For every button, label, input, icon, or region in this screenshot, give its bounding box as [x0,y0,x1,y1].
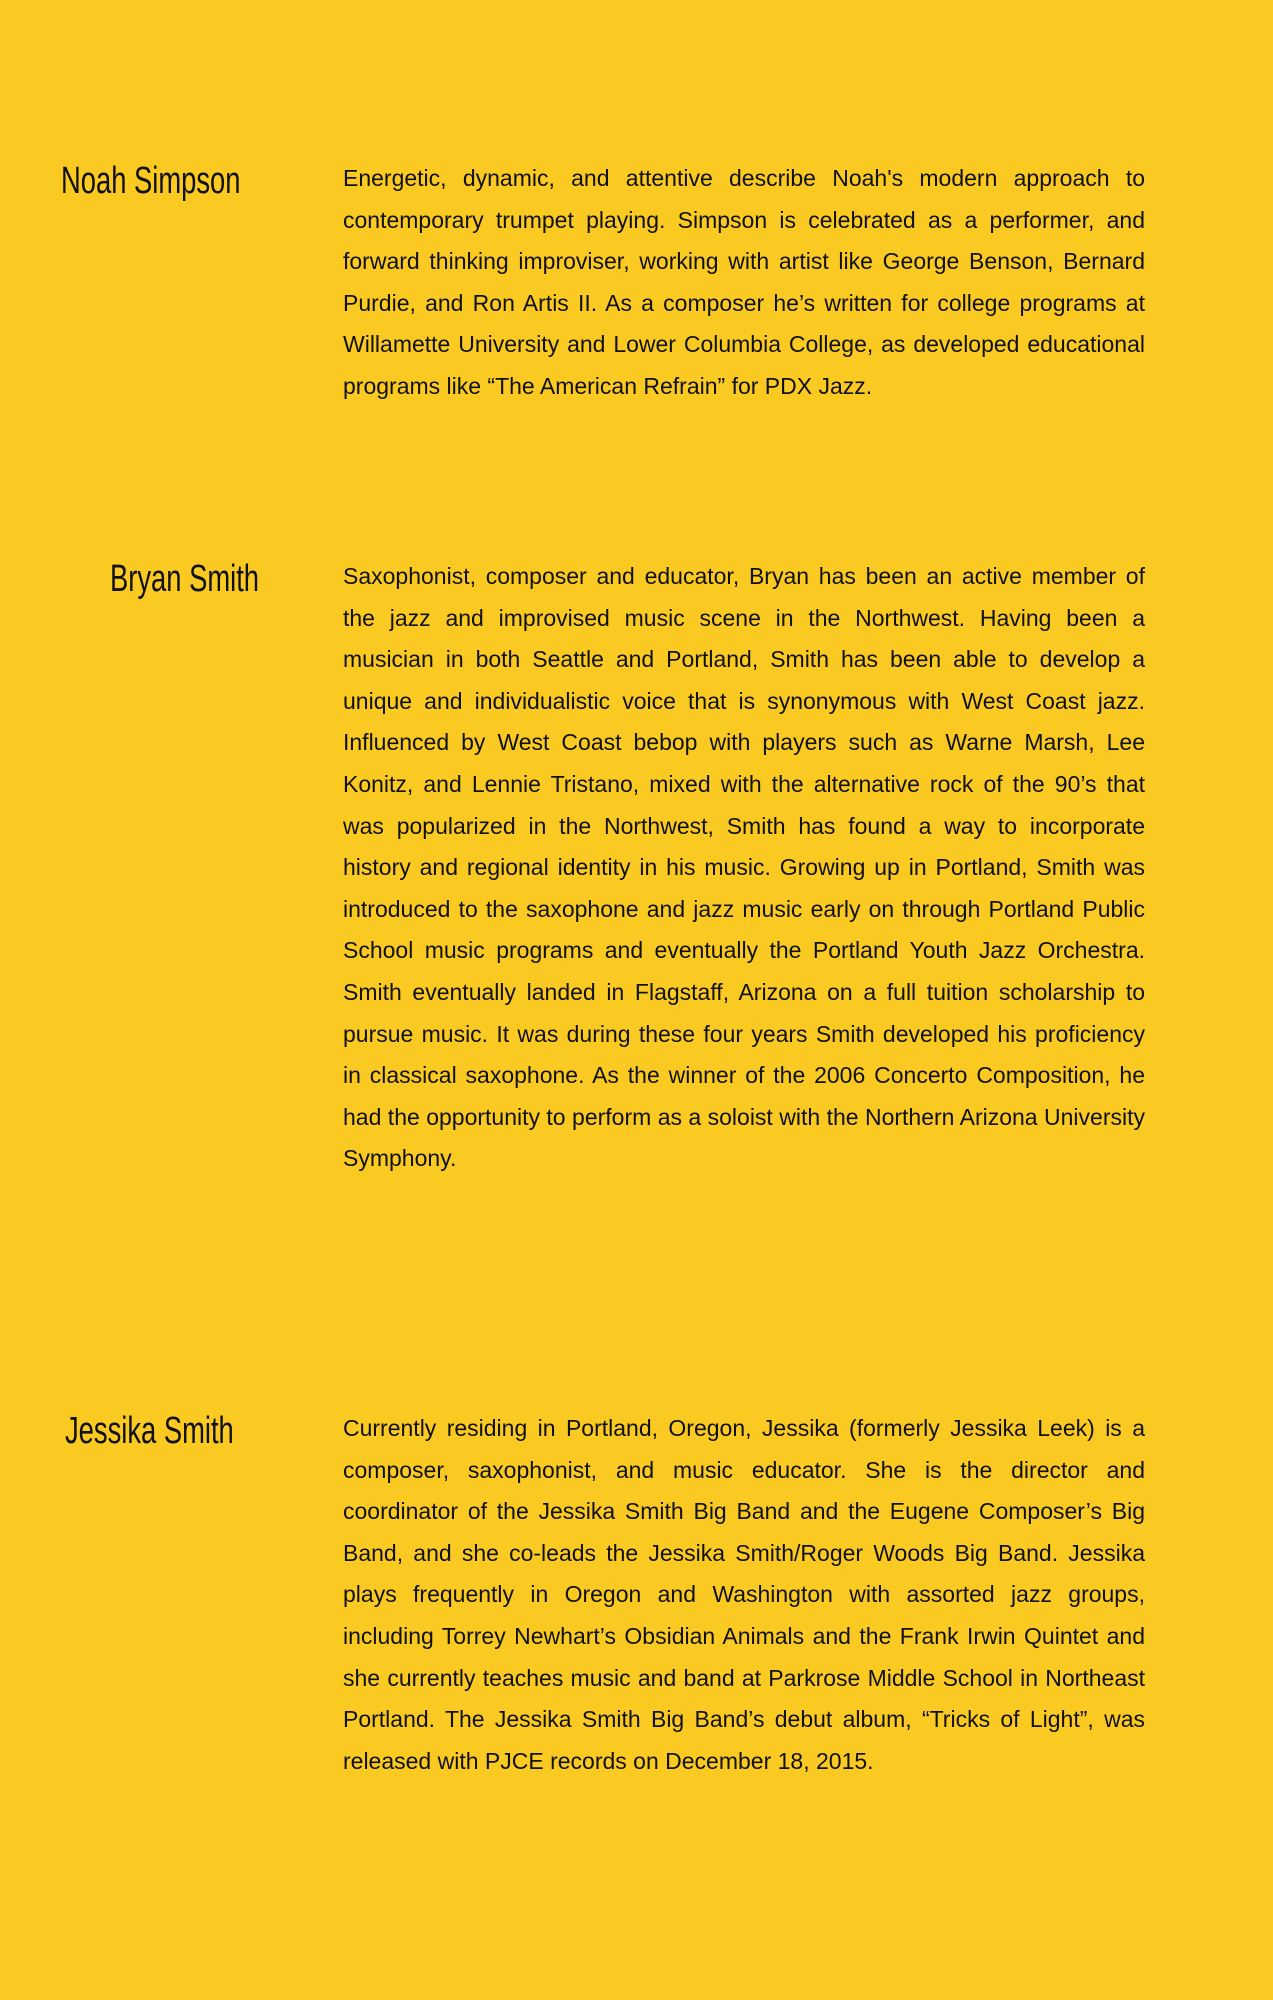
bio-name: Jessika Smith [65,1410,234,1452]
bio-text: Saxophonist, composer and educator, Bryan has been an active member of the jazz and improvised music scene in the Northwest. Having been a musician in both Seattle and Portland, Smith has been able to develop a unique and individualistic voice that is synonymous with West Coast jazz. Influenced by West Coast bebop with players such as Warne Marsh, Lee Konitz, and Lennie Tristano, mixed with the alternative rock of the 90’s that was popularized in the Northwest, Smith has found a way to incorporate history and regional identity in his music. Growing up in Portland, Smith was introduced to the saxophone and jazz music early on through Portland Public School music programs and eventually the Portland Youth Jazz Orchestra. Smith eventually landed in Flagstaff, Arizona on a full tuition scholarship to pursue music. It was during these four years Smith developed his proficiency in classical saxophone. As the winner of the 2006 Concerto Composition, he had the opportunity to perform as a soloist with the Northern Arizona University Symphony. [343,563,1145,1172]
bio-text: Energetic, dynamic, and attentive describe Noah's modern approach to contemporary trumpet playing. Simpson is celebrated as a performer, and forward thinking improviser, working with artist like George Benson, Bernard Purdie, and Ron Artis II. As a composer he’s written for college programs at Willamette University and Lower Columbia College, as developed educational programs like “The American Refrain” for PDX Jazz. [343,165,1145,399]
bio-text: Currently residing in Portland, Oregon, Jessika (formerly Jessika Leek) is a composer, saxophonist, and music educator. She is the director and coordinator of the Jessika Smith Big Band and the Eugene Composer’s Big Band, and she co-leads the Jessika Smith/Roger Woods Big Band. Jessika plays frequently in Oregon and Washington with assorted jazz groups, including Torrey Newhart’s Obsidian Animals and the Frank Irwin Quintet and she currently teaches music and band at Parkrose Middle School in Northeast Portland. The Jessika Smith Big Band’s debut album, “Tricks of Light”, was released with PJCE records on December 18, 2015. [343,1415,1145,1774]
bio-name: Noah Simpson [61,160,241,202]
bio-name: Bryan Smith [110,558,260,600]
